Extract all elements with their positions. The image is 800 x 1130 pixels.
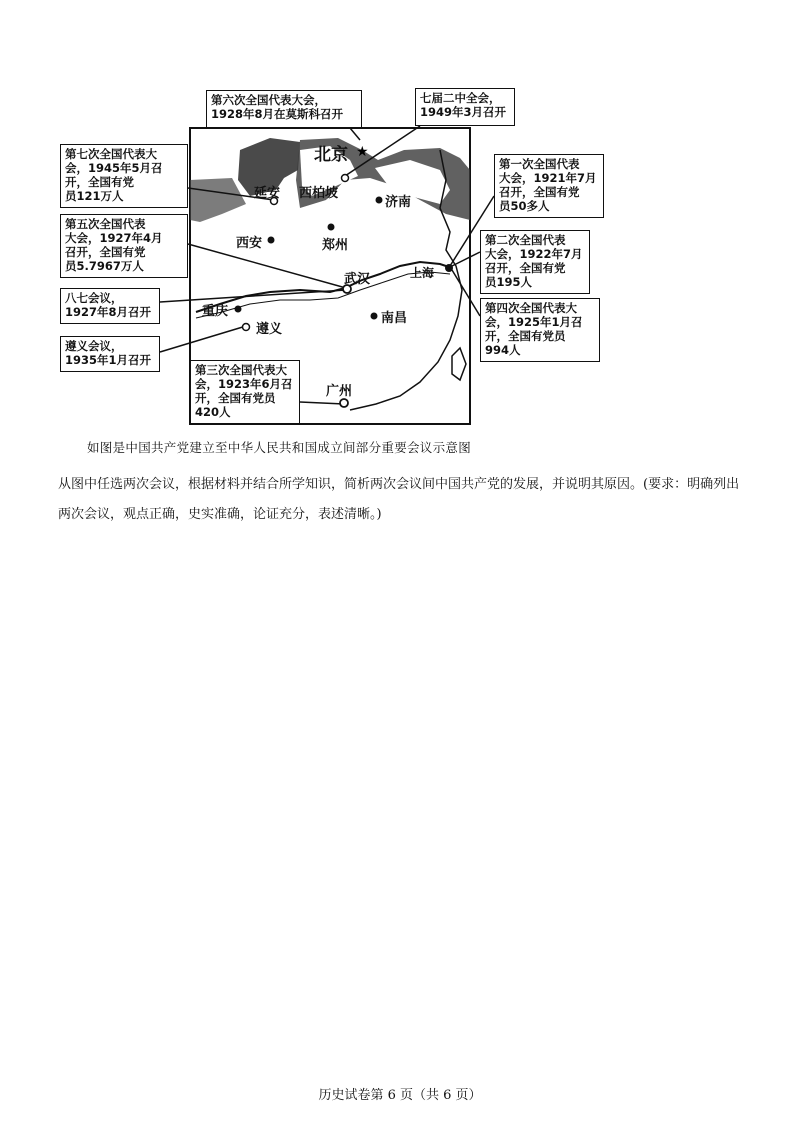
city-label-yanan: 延安 <box>254 186 281 201</box>
city-label-zunyi: 遵义 <box>256 322 283 337</box>
beijing-star-icon: ★ <box>356 144 369 160</box>
city-label-zhengzhou: 郑州 <box>322 238 349 253</box>
zunyi-marker-icon <box>243 324 250 331</box>
callout-third-congress: 第三次全国代表大 会，1923年6月召 开，全国有党员 420人 <box>190 360 300 424</box>
callout-bayi-meeting: 八七会议， 1927年8月召开 <box>60 288 160 324</box>
callout-first-congress: 第一次全国代表 大会，1921年7月 召开，全国有党 员50多人 <box>494 154 604 218</box>
callout-fourth-congress: 第四次全国代表大 会，1925年1月召 开，全国有党员 994人 <box>480 298 600 362</box>
shanghai-marker-icon <box>445 264 453 272</box>
city-label-shanghai: 上海 <box>410 266 435 280</box>
city-label-xibaipo: 西柏坡 <box>299 186 339 201</box>
city-label-beijing: 北京 <box>314 145 348 165</box>
callout-zunyi-meeting: 遵义会议， 1935年1月召开 <box>60 336 160 372</box>
nanchang-marker-icon <box>371 313 378 320</box>
callout-seventh-congress: 第七次全国代表大 会，1945年5月召 开，全国有党 员121万人 <box>60 144 188 208</box>
city-label-chongqing: 重庆 <box>202 304 229 319</box>
xibaipo-marker-icon <box>342 175 349 182</box>
callout-sixth-congress: 第六次全国代表大会， 1928年8月在莫斯科召开 <box>206 90 362 128</box>
city-label-nanchang: 南昌 <box>381 311 408 326</box>
guangzhou-marker-icon <box>340 399 348 407</box>
chongqing-marker-icon <box>235 306 242 313</box>
callout-second-congress: 第二次全国代表 大会，1922年7月 召开，全国有党 员195人 <box>480 230 590 294</box>
zhengzhou-marker-icon <box>328 224 335 231</box>
map-figure <box>0 0 800 430</box>
page-footer: 历史试卷第 6 页（共 6 页） <box>318 1088 482 1103</box>
city-label-guangzhou: 广州 <box>326 384 353 399</box>
city-label-wuhan: 武汉 <box>344 272 371 287</box>
callout-qijie-plenum: 七届二中全会， 1949年3月召开 <box>415 88 515 126</box>
question-text: 从图中任选两次会议，根据材料并结合所学知识，简析两次会议间中国共产党的发展，并说明其原因。(要求：明确列出两次会议，观点正确，史实准确，论证充分，表述清晰。) <box>58 477 740 522</box>
city-label-xian: 西安 <box>236 236 263 251</box>
jinan-marker-icon <box>376 197 383 204</box>
city-label-jinan: 济南 <box>385 195 412 210</box>
xian-marker-icon <box>268 237 275 244</box>
callout-fifth-congress: 第五次全国代表 大会，1927年4月 召开，全国有党 员5.7967万人 <box>60 214 188 278</box>
figure-caption: 如图是中国共产党建立至中华人民共和国成立间部分重要会议示意图 <box>87 440 472 455</box>
